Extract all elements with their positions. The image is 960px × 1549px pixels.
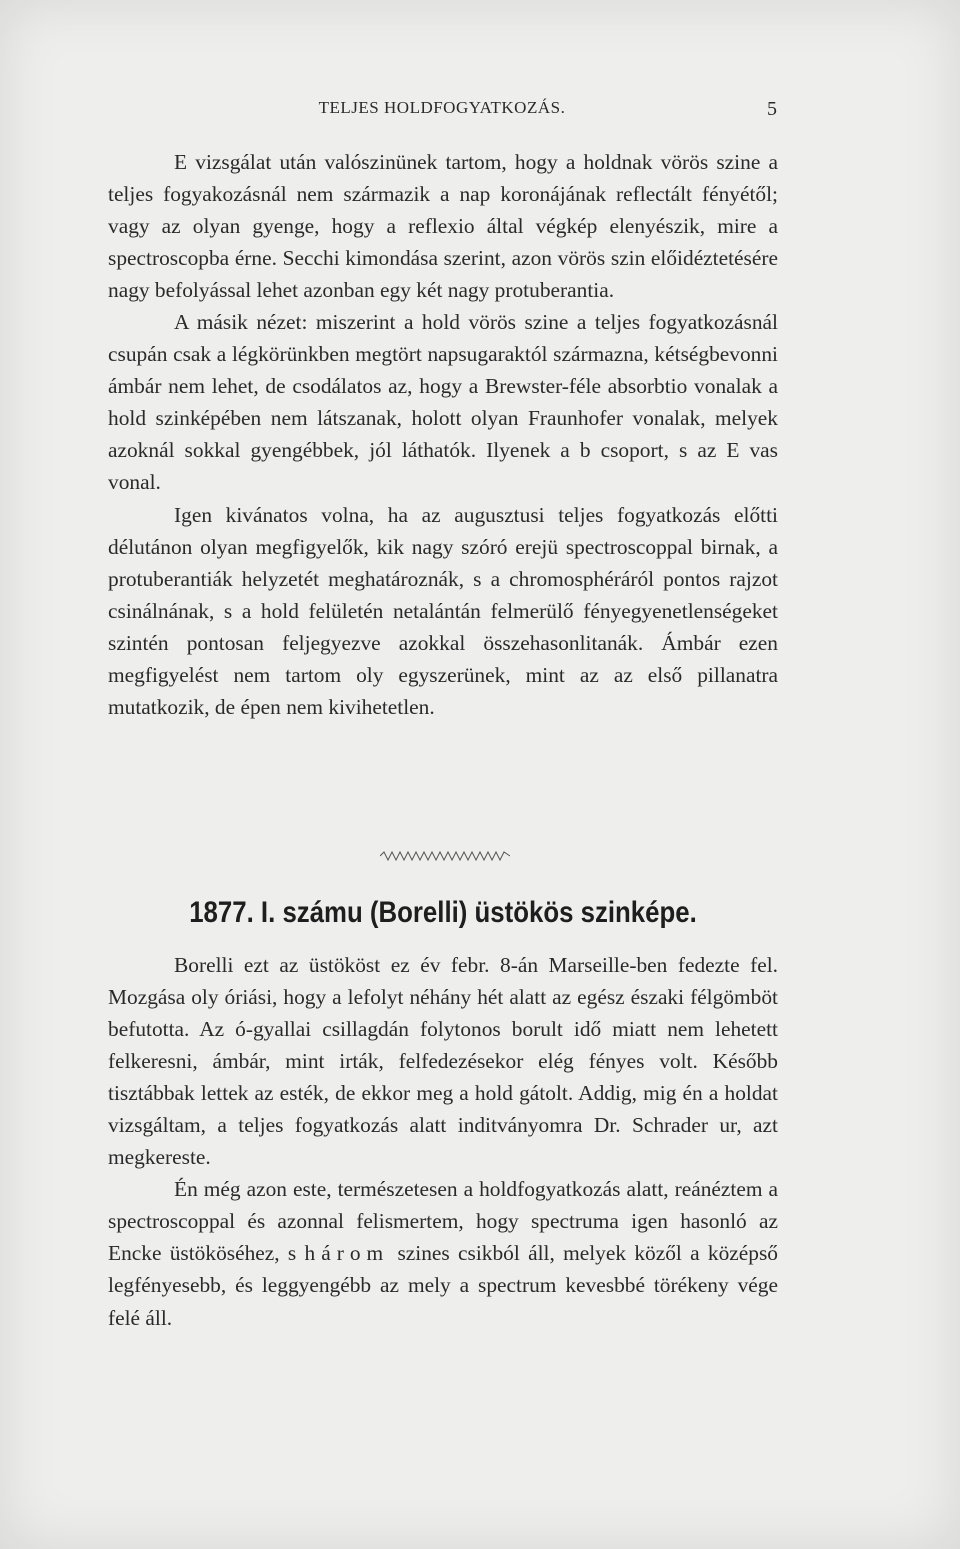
running-title: TELJES HOLDFOGYATKOZÁS. [318,98,566,117]
page-number: 5 [767,98,777,120]
paragraph-text: szines csikból áll, melyek közől a középső legfényesebb, és leggyengébb az mely a spectrum kevesbbé törékeny vége felé áll. [108,1241,778,1330]
wavy-rule-ornament-icon [380,850,510,862]
section-comet-text [108,949,778,1334]
paragraph: A másik nézet: miszerint a hold vörös szine a teljes fogyatkozásnál csupán csak a légkörünkben megtört napsugaraktól származna, kétségbevonni ámbár nem lehet, de csodálatos az, hogy a Brewster-féle absorbtio vonalak a hold szinképében nem látszanak, holott olyan Fraunhofer vonalak, melyek azoknál sokkal gyengébbek, jól láthatók. Ilyenek a b csoport, s az E vas vonal. [108,310,778,495]
emphasized-word: három [304,1241,390,1266]
paragraph [108,1173,778,1333]
paragraph: E vizsgálat után valószinünek tartom, hogy a holdnak vörös szine a teljes fogyakozásnál nem származik a nap koronájának reflectált fényétől; vagy az olyan gyenge, hogy a reflexio által végkép elenyészik, mire a spectroscopba érne. Secchi kimondása szerint, azon vörös szin előidéztetésére nagy befolyással lehet azonban egy két nagy protuberantia. [108,150,778,303]
section-heading: 1877. I. számu (Borelli) üstökös szinképe. [189,896,697,929]
paragraph: Igen kivánatos volna, ha az augusztusi teljes fogyatkozás előtti délutánon olyan megfigyelők, kik nagy szóró erejü spectroscoppal birnak, a protuberantiák helyzetét meghatároznák, s a chromosphéráról pontos rajzot csinálnának, s a hold felületén netalántán felmerülő fényegyenetlenségeket szintén pontosan feljegyezve azokkal összehasonlitanák. Ámbár ezen megfigyelést nem tartom oly egyszerünek, mint az az első pillanatra mutatkozik, de épen nem kivihetetlen. [108,502,778,719]
section-lunar-eclipse-text [108,146,778,723]
paragraph: Borelli ezt az üstököst ez év febr. 8-án Marseille-ben fedezte fel. Mozgása oly óriási, hogy a lefolyt néhány hét alatt az egész északi félgömböt befutotta. Az ó-gyallai csillagdán folytonos borult idő miatt nem lehetett felkeresni, ámbár, mint irták, felfedezésekor elég fényes volt. Később tisztábbak lettek az esték, de ekkor meg a hold gátolt. Addig, mig én a holdat vizsgáltam, a teljes fogyatkozás alatt inditványomra Dr. Schrader ur, azt megkereste. [108,953,778,1170]
running-head [107,98,777,126]
paragraph-text: Én még azon este, természetesen a holdfogyatkozás alatt, reánéztem a spectroscoppal és azonnal felismertem, hogy spectruma igen hasonló az Encke üstököséhez, s [108,1177,778,1266]
